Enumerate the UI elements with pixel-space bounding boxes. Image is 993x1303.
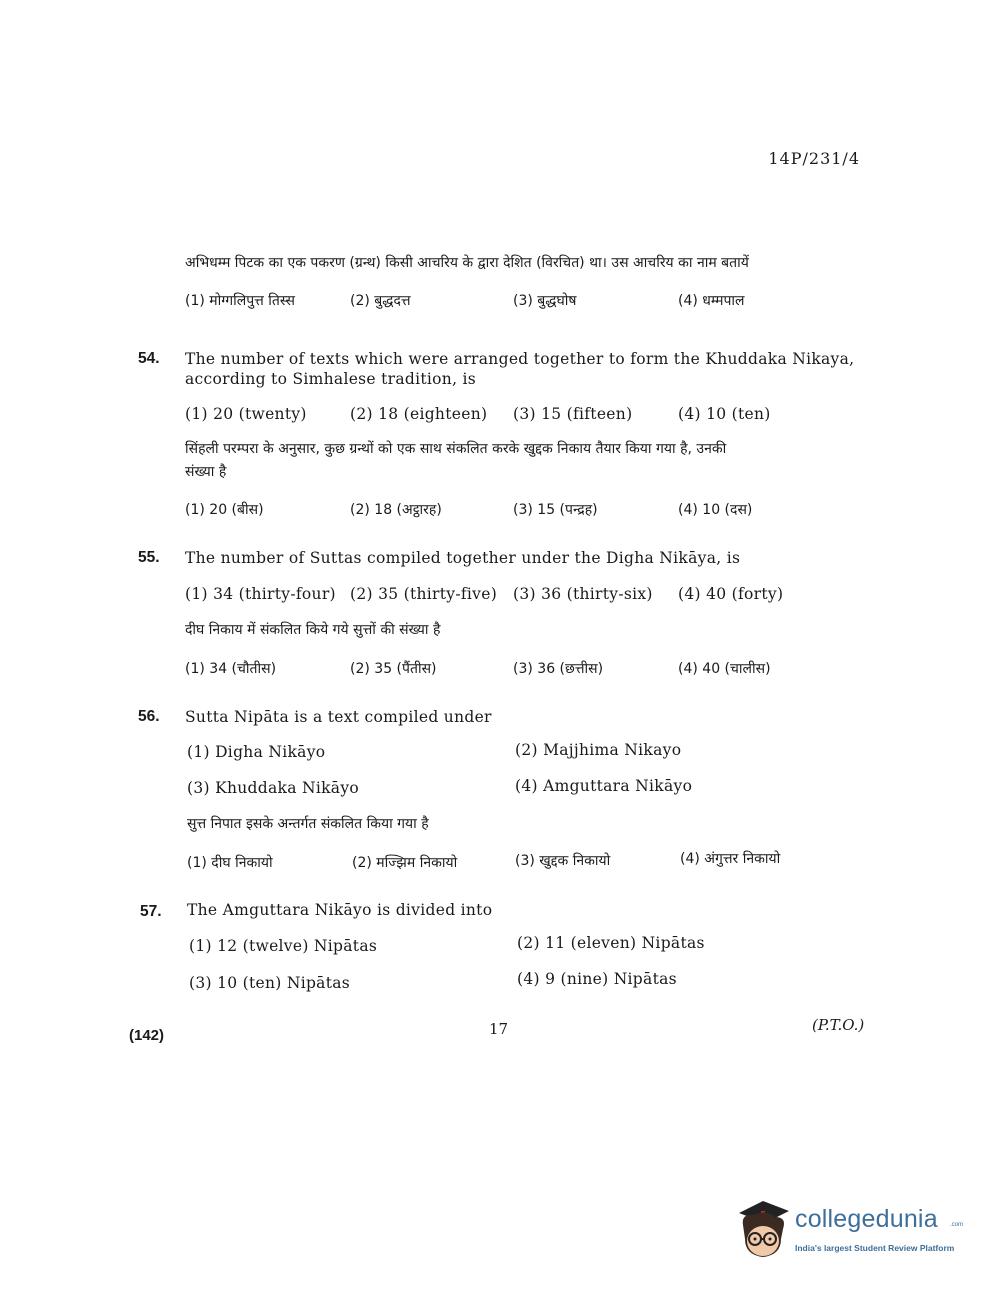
q54-hindi-option-3: (3) 15 (पन्द्रह) [513,502,598,518]
q56-option-3: (3) Khuddaka Nikāyo [187,779,360,797]
q55-hindi-option-4: (4) 40 (चालीस) [678,661,771,677]
q54-option-3: (3) 15 (fifteen) [513,405,633,423]
q56-hindi-option-4: (4) अंगुत्तर निकायो [680,851,781,867]
q55-option-1: (1) 34 (thirty-four) [185,585,336,603]
pto-label: (P.T.O.) [812,1016,865,1034]
q57-option-1: (1) 12 (twelve) Nipātas [189,937,378,955]
q56-option-1: (1) Digha Nikāyo [187,743,326,761]
q56-option-4: (4) Amguttara Nikāyo [515,777,693,795]
q55-number: 55. [138,549,160,566]
q53-hindi-option-3: (3) बुद्धघोष [513,293,577,309]
paper-code: 14P/231/4 [768,149,860,168]
q56-question: Sutta Nipāta is a text compiled under [185,708,492,726]
q53-hindi-question: अभिधम्म पिटक का एक पकरण (ग्रन्थ) किसी आचरिय के द्वारा देशित (विरचित) था। उस आचरिय का नाम बतायें [185,255,749,271]
q53-hindi-option-1: (1) मोग्गलिपुत्त तिस्स [185,293,295,309]
footer-code: (142) [129,1027,165,1044]
q57-number: 57. [140,903,162,920]
q54-hindi-line1: सिंहली परम्परा के अनुसार, कुछ ग्रन्थों को एक साथ संकलित करके खुद्दक निकाय तैयार किया गया है, उनकी [185,441,727,457]
q54-question-line2: according to Simhalese tradition, is [185,370,477,388]
q56-hindi-option-1: (1) दीघ निकायो [187,855,273,871]
q55-hindi-option-2: (2) 35 (पैंतीस) [350,661,437,677]
q55-option-2: (2) 35 (thirty-five) [350,585,498,603]
q54-hindi-option-1: (1) 20 (बीस) [185,502,264,518]
q54-option-2: (2) 18 (eighteen) [350,405,488,423]
mascot-icon [735,1195,795,1265]
q54-number: 54. [138,350,160,367]
q57-option-4: (4) 9 (nine) Nipātas [517,970,677,988]
q56-hindi-option-2: (2) मज्झिम निकायो [352,855,458,871]
logo-tagline: India's largest Student Review Platform [795,1243,955,1253]
q57-question: The Amguttara Nikāyo is divided into [187,901,493,919]
page-number: 17 [489,1020,509,1038]
q55-question: The number of Suttas compiled together under the Digha Nikāya, is [185,549,741,567]
q55-option-4: (4) 40 (forty) [678,585,784,603]
q54-option-4: (4) 10 (ten) [678,405,771,423]
q54-option-1: (1) 20 (twenty) [185,405,307,423]
q54-hindi-option-4: (4) 10 (दस) [678,502,753,518]
q54-hindi-option-2: (2) 18 (अट्ठारह) [350,502,442,518]
q56-hindi-option-3: (3) खुद्दक निकायो [515,853,611,869]
q53-hindi-option-4: (4) धम्मपाल [678,293,745,309]
q56-hindi-question: सुत्त निपात इसके अन्तर्गत संकलित किया गया है [187,816,429,832]
q56-number: 56. [138,708,160,725]
q55-hindi-question: दीघ निकाय में संकलित किये गये सुत्तों की संख्या है [185,622,441,638]
logo-com: .com [950,1222,964,1228]
q54-question-line1: The number of texts which were arranged together to form the Khuddaka Nikaya, [185,350,855,368]
q55-hindi-option-3: (3) 36 (छत्तीस) [513,661,604,677]
q57-option-3: (3) 10 (ten) Nipātas [189,974,351,992]
q53-hindi-option-2: (2) बुद्धदत्त [350,293,411,309]
q55-option-3: (3) 36 (thirty-six) [513,585,653,603]
q54-hindi-line2: संख्या है [185,464,227,480]
q55-hindi-option-1: (1) 34 (चौतीस) [185,661,277,677]
q57-option-2: (2) 11 (eleven) Nipātas [517,934,705,952]
logo-wordmark: collegedunia [795,1205,938,1233]
q56-option-2: (2) Majjhima Nikayo [515,741,682,759]
